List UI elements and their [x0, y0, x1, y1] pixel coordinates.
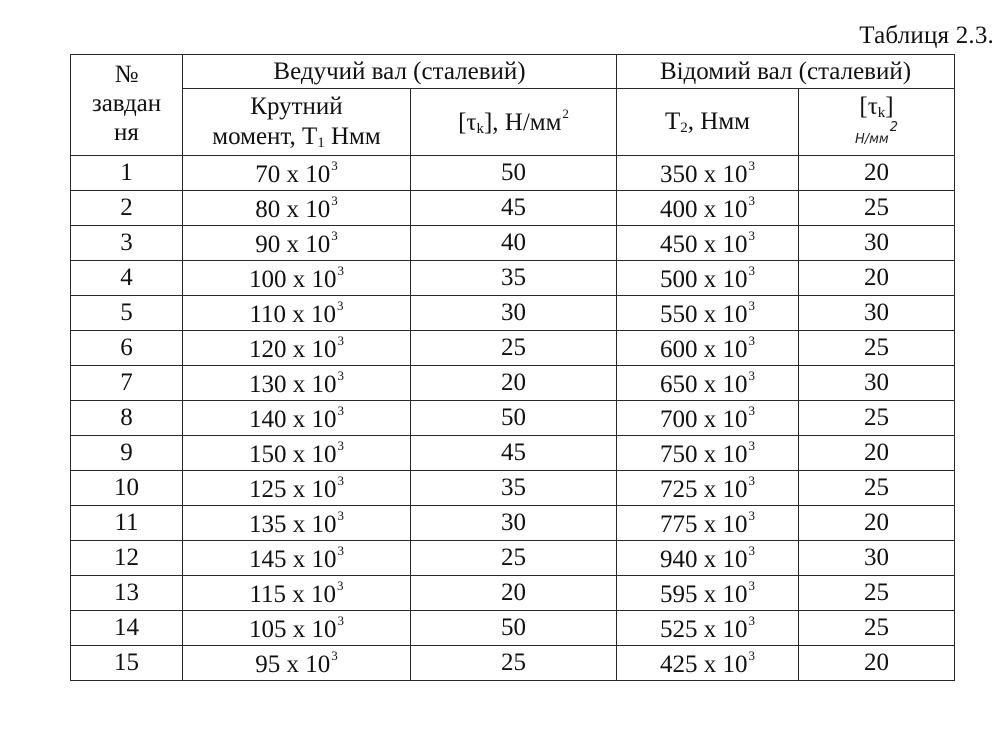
header-tau-drive-sub: k	[476, 121, 484, 137]
cell-task-number	[71, 611, 183, 646]
cell-torque-t2	[617, 436, 799, 471]
cell-torque-t1	[183, 471, 411, 506]
tau-driven-value: 25	[864, 614, 889, 641]
cell-task-number	[71, 226, 183, 261]
cell-tau-driven	[799, 296, 955, 331]
torque-t2-value: 940	[660, 545, 698, 573]
header-torque-t1-sub: 1	[317, 135, 325, 151]
header-tau-drive-pre: [τ	[458, 109, 477, 136]
cell-tau-drive	[411, 401, 617, 436]
multiplier-text: x 10	[286, 335, 337, 363]
cell-torque-t1	[183, 611, 411, 646]
cell-tau-drive	[411, 506, 617, 541]
cell-tau-drive	[411, 156, 617, 191]
torque-t1-value: 135	[249, 510, 287, 538]
multiplier-text: x 10	[697, 405, 748, 433]
table-caption: Таблиця 2.3.	[859, 22, 994, 49]
multiplier-text: x 10	[697, 650, 748, 678]
header-group-drive-shaft: Ведучий вал (сталевий)	[183, 55, 617, 89]
cell-torque-t1	[183, 296, 411, 331]
table-row	[71, 576, 955, 611]
torque-t2-value: 500	[660, 265, 698, 293]
tau-driven-value: 30	[864, 544, 889, 571]
header-torque-t1-unit: Нмм	[324, 123, 381, 150]
task-number: 7	[120, 369, 133, 396]
exponent-sup: 3	[337, 577, 344, 593]
tau-drive-value: 20	[501, 369, 526, 396]
exponent-sup: 3	[331, 647, 338, 663]
table-row	[71, 471, 955, 506]
tau-driven-value: 20	[864, 649, 889, 676]
header-row-groups	[71, 55, 955, 89]
torque-t2-value: 725	[660, 475, 698, 503]
torque-t2-value: 650	[660, 370, 698, 398]
table-row	[71, 611, 955, 646]
header-row-columns	[71, 89, 955, 156]
torque-t2-value: 550	[660, 300, 698, 328]
multiplier-text: x 10	[286, 405, 337, 433]
multiplier-text: x 10	[286, 580, 337, 608]
header-task-label-1: завдан	[91, 90, 162, 117]
exponent-sup: 3	[748, 647, 755, 663]
cell-task-number	[71, 436, 183, 471]
multiplier-text: x 10	[286, 615, 337, 643]
torque-t1-value: 145	[249, 545, 287, 573]
header-tau-drive-sup: 2	[562, 106, 569, 121]
multiplier-text: x 10	[286, 300, 337, 328]
task-number: 13	[114, 579, 139, 606]
cell-tau-drive	[411, 261, 617, 296]
cell-tau-driven	[799, 646, 955, 681]
cell-torque-t2	[617, 576, 799, 611]
torque-t2-value: 525	[660, 615, 698, 643]
exponent-sup: 3	[331, 157, 338, 173]
table-row	[71, 366, 955, 401]
cell-tau-driven	[799, 611, 955, 646]
exponent-sup: 3	[337, 332, 344, 348]
table-row	[71, 646, 955, 681]
task-number: 6	[120, 334, 133, 361]
tau-drive-value: 40	[501, 229, 526, 256]
multiplier-text: x 10	[280, 160, 331, 188]
cell-tau-driven	[799, 331, 955, 366]
cell-torque-t1	[183, 436, 411, 471]
header-no-label: №	[114, 61, 139, 89]
torque-t2-value: 600	[660, 335, 698, 363]
cell-tau-driven	[799, 401, 955, 436]
cell-torque-t1	[183, 156, 411, 191]
multiplier-text: x 10	[280, 230, 331, 258]
header-torque-t2-pre: Т	[665, 108, 681, 135]
torque-t2-value: 350	[660, 160, 698, 188]
cell-tau-driven	[799, 576, 955, 611]
exponent-sup: 3	[748, 192, 755, 208]
header-tau-drive-post: ], Н/мм	[483, 109, 562, 136]
tau-driven-value: 20	[864, 509, 889, 536]
header-tau-driven-handwritten-unit	[855, 121, 898, 148]
header-tau-driven-post: ]	[885, 93, 894, 121]
table-row	[71, 296, 955, 331]
table-row	[71, 261, 955, 296]
tau-driven-value: 20	[864, 439, 889, 466]
tau-driven-value: 20	[864, 264, 889, 291]
cell-torque-t2	[617, 296, 799, 331]
tau-driven-value: 25	[864, 474, 889, 501]
cell-torque-t2	[617, 471, 799, 506]
cell-task-number	[71, 366, 183, 401]
cell-tau-driven	[799, 226, 955, 261]
cell-tau-driven	[799, 541, 955, 576]
tau-drive-value: 50	[501, 614, 526, 641]
exponent-sup: 3	[748, 612, 755, 628]
torque-t2-value: 595	[660, 580, 698, 608]
header-tau-driven	[799, 89, 955, 156]
cell-tau-drive	[411, 296, 617, 331]
cell-task-number	[71, 156, 183, 191]
torque-t1-value: 95	[255, 650, 281, 678]
table-row	[71, 191, 955, 226]
exponent-sup: 3	[748, 262, 755, 278]
cell-tau-driven	[799, 261, 955, 296]
cell-tau-drive	[411, 436, 617, 471]
header-torque-t1-line2: момент, Т	[212, 123, 318, 150]
multiplier-text: x 10	[697, 335, 748, 363]
task-number: 14	[114, 614, 139, 641]
tau-driven-value: 30	[864, 299, 889, 326]
multiplier-text: x 10	[280, 195, 331, 223]
cell-tau-driven	[799, 191, 955, 226]
tau-drive-value: 25	[501, 544, 526, 571]
task-number: 8	[120, 404, 133, 431]
header-tau-driven-hand-sup: 2	[889, 119, 899, 135]
exponent-sup: 3	[331, 227, 338, 243]
tau-drive-value: 45	[501, 439, 526, 466]
tau-drive-value: 20	[501, 579, 526, 606]
cell-torque-t2	[617, 541, 799, 576]
task-number: 10	[114, 474, 139, 501]
cell-torque-t1	[183, 401, 411, 436]
torque-t2-value: 450	[660, 230, 698, 258]
header-tau-drive	[411, 89, 617, 156]
torque-t1-value: 80	[255, 195, 281, 223]
exponent-sup: 3	[748, 542, 755, 558]
torque-t1-value: 120	[249, 335, 287, 363]
header-torque-t2-unit: , Нмм	[687, 108, 750, 135]
multiplier-text: x 10	[286, 510, 337, 538]
tau-driven-value: 20	[864, 159, 889, 186]
tau-drive-value: 25	[501, 649, 526, 676]
torque-t2-value: 775	[660, 510, 698, 538]
torque-t1-value: 140	[249, 405, 287, 433]
cell-tau-driven	[799, 366, 955, 401]
torque-t1-value: 150	[249, 440, 287, 468]
task-number: 3	[120, 229, 133, 256]
header-torque-t2-sub: 2	[680, 120, 688, 136]
cell-torque-t1	[183, 261, 411, 296]
cell-tau-driven	[799, 471, 955, 506]
cell-torque-t1	[183, 646, 411, 681]
tau-driven-value: 30	[864, 229, 889, 256]
header-tau-driven-sub: k	[877, 105, 886, 122]
cell-tau-driven	[799, 436, 955, 471]
exponent-sup: 3	[337, 367, 344, 383]
header-torque-t1-line1: Крутний	[250, 93, 343, 120]
task-number: 2	[120, 194, 133, 221]
tau-drive-value: 30	[501, 509, 526, 536]
header-group-driven-shaft: Відомий вал (сталевий)	[617, 55, 955, 89]
torque-t2-value: 750	[660, 440, 698, 468]
torque-t1-value: 115	[249, 580, 287, 608]
tau-driven-value: 25	[864, 194, 889, 221]
cell-tau-driven	[799, 156, 955, 191]
exponent-sup: 3	[337, 262, 344, 278]
cell-tau-drive	[411, 541, 617, 576]
tau-drive-value: 35	[501, 474, 526, 501]
multiplier-text: x 10	[697, 160, 748, 188]
exponent-sup: 3	[748, 472, 755, 488]
multiplier-text: x 10	[286, 265, 337, 293]
torque-t1-value: 105	[249, 615, 287, 643]
cell-tau-drive	[411, 646, 617, 681]
header-task-label-2: ня	[114, 118, 139, 146]
header-torque-t1	[183, 89, 411, 156]
task-number: 5	[120, 299, 133, 326]
cell-task-number	[71, 261, 183, 296]
cell-torque-t1	[183, 226, 411, 261]
cell-tau-drive	[411, 191, 617, 226]
multiplier-text: x 10	[697, 580, 748, 608]
exponent-sup: 3	[337, 612, 344, 628]
cell-tau-drive	[411, 576, 617, 611]
cell-torque-t2	[617, 191, 799, 226]
exponent-sup: 3	[748, 297, 755, 313]
header-tau-driven-pre: [τ	[859, 93, 878, 121]
cell-tau-drive	[411, 611, 617, 646]
table-row	[71, 401, 955, 436]
cell-torque-t2	[617, 506, 799, 541]
cell-tau-drive	[411, 331, 617, 366]
task-number: 11	[114, 509, 139, 536]
table-row	[71, 541, 955, 576]
tau-driven-value: 25	[864, 579, 889, 606]
cell-task-number	[71, 296, 183, 331]
task-number: 1	[120, 159, 133, 186]
cell-task-number	[71, 191, 183, 226]
cell-torque-t1	[183, 541, 411, 576]
multiplier-text: x 10	[697, 265, 748, 293]
cell-tau-drive	[411, 366, 617, 401]
tau-drive-value: 50	[501, 159, 526, 186]
exponent-sup: 3	[337, 472, 344, 488]
exponent-sup: 3	[337, 297, 344, 313]
cell-tau-drive	[411, 471, 617, 506]
torque-t2-value: 425	[660, 650, 698, 678]
multiplier-text: x 10	[697, 300, 748, 328]
cell-task-number	[71, 576, 183, 611]
cell-task-number	[71, 506, 183, 541]
header-tau-driven-hand-unit: Н/мм	[854, 131, 889, 147]
exponent-sup: 3	[748, 332, 755, 348]
cell-torque-t2	[617, 331, 799, 366]
exponent-sup: 3	[337, 402, 344, 418]
torque-t1-value: 130	[249, 370, 287, 398]
multiplier-text: x 10	[286, 475, 337, 503]
multiplier-text: x 10	[697, 545, 748, 573]
table-row	[71, 331, 955, 366]
cell-torque-t2	[617, 401, 799, 436]
torque-t1-value: 90	[255, 230, 281, 258]
task-number: 15	[114, 649, 139, 676]
cell-torque-t2	[617, 611, 799, 646]
exponent-sup: 3	[748, 157, 755, 173]
cell-torque-t2	[617, 156, 799, 191]
cell-torque-t2	[617, 226, 799, 261]
tau-driven-value: 25	[864, 404, 889, 431]
cell-torque-t2	[617, 261, 799, 296]
cell-tau-drive	[411, 226, 617, 261]
cell-torque-t1	[183, 331, 411, 366]
multiplier-text: x 10	[286, 370, 337, 398]
exponent-sup: 3	[748, 577, 755, 593]
torque-t1-value: 100	[249, 265, 287, 293]
exponent-sup: 3	[337, 437, 344, 453]
tau-driven-value: 30	[864, 369, 889, 396]
task-number: 4	[120, 264, 133, 291]
task-number: 12	[114, 544, 139, 571]
multiplier-text: x 10	[697, 475, 748, 503]
multiplier-text: x 10	[697, 615, 748, 643]
torque-t2-value: 400	[660, 195, 698, 223]
multiplier-text: x 10	[286, 440, 337, 468]
tau-drive-value: 30	[501, 299, 526, 326]
cell-task-number	[71, 401, 183, 436]
tau-drive-value: 35	[501, 264, 526, 291]
table-row	[71, 156, 955, 191]
cell-torque-t2	[617, 366, 799, 401]
table-row	[71, 506, 955, 541]
tau-drive-value: 45	[501, 194, 526, 221]
exponent-sup: 3	[337, 507, 344, 523]
exponent-sup: 3	[748, 227, 755, 243]
table-row	[71, 226, 955, 261]
header-task-number	[71, 55, 183, 156]
multiplier-text: x 10	[697, 230, 748, 258]
multiplier-text: x 10	[286, 545, 337, 573]
cell-torque-t2	[617, 646, 799, 681]
torque-t1-value: 125	[249, 475, 287, 503]
cell-tau-driven	[799, 506, 955, 541]
cell-task-number	[71, 471, 183, 506]
exponent-sup: 3	[748, 367, 755, 383]
cell-torque-t1	[183, 366, 411, 401]
table-row	[71, 436, 955, 471]
cell-task-number	[71, 646, 183, 681]
cell-torque-t1	[183, 576, 411, 611]
header-torque-t2	[617, 89, 799, 156]
cell-task-number	[71, 541, 183, 576]
multiplier-text: x 10	[697, 510, 748, 538]
multiplier-text: x 10	[697, 370, 748, 398]
cell-torque-t1	[183, 191, 411, 226]
exponent-sup: 3	[337, 542, 344, 558]
exponent-sup: 3	[748, 507, 755, 523]
tau-drive-value: 50	[501, 404, 526, 431]
multiplier-text: x 10	[697, 440, 748, 468]
exponent-sup: 3	[748, 402, 755, 418]
torque-t1-value: 70	[255, 160, 281, 188]
cell-task-number	[71, 331, 183, 366]
exponent-sup: 3	[331, 192, 338, 208]
multiplier-text: x 10	[280, 650, 331, 678]
cell-torque-t1	[183, 506, 411, 541]
exponent-sup: 3	[748, 437, 755, 453]
tau-driven-value: 25	[864, 334, 889, 361]
torque-t2-value: 700	[660, 405, 698, 433]
multiplier-text: x 10	[697, 195, 748, 223]
torque-t1-value: 110	[249, 300, 287, 328]
data-table	[70, 54, 955, 681]
tau-drive-value: 25	[501, 334, 526, 361]
task-number: 9	[120, 439, 133, 466]
